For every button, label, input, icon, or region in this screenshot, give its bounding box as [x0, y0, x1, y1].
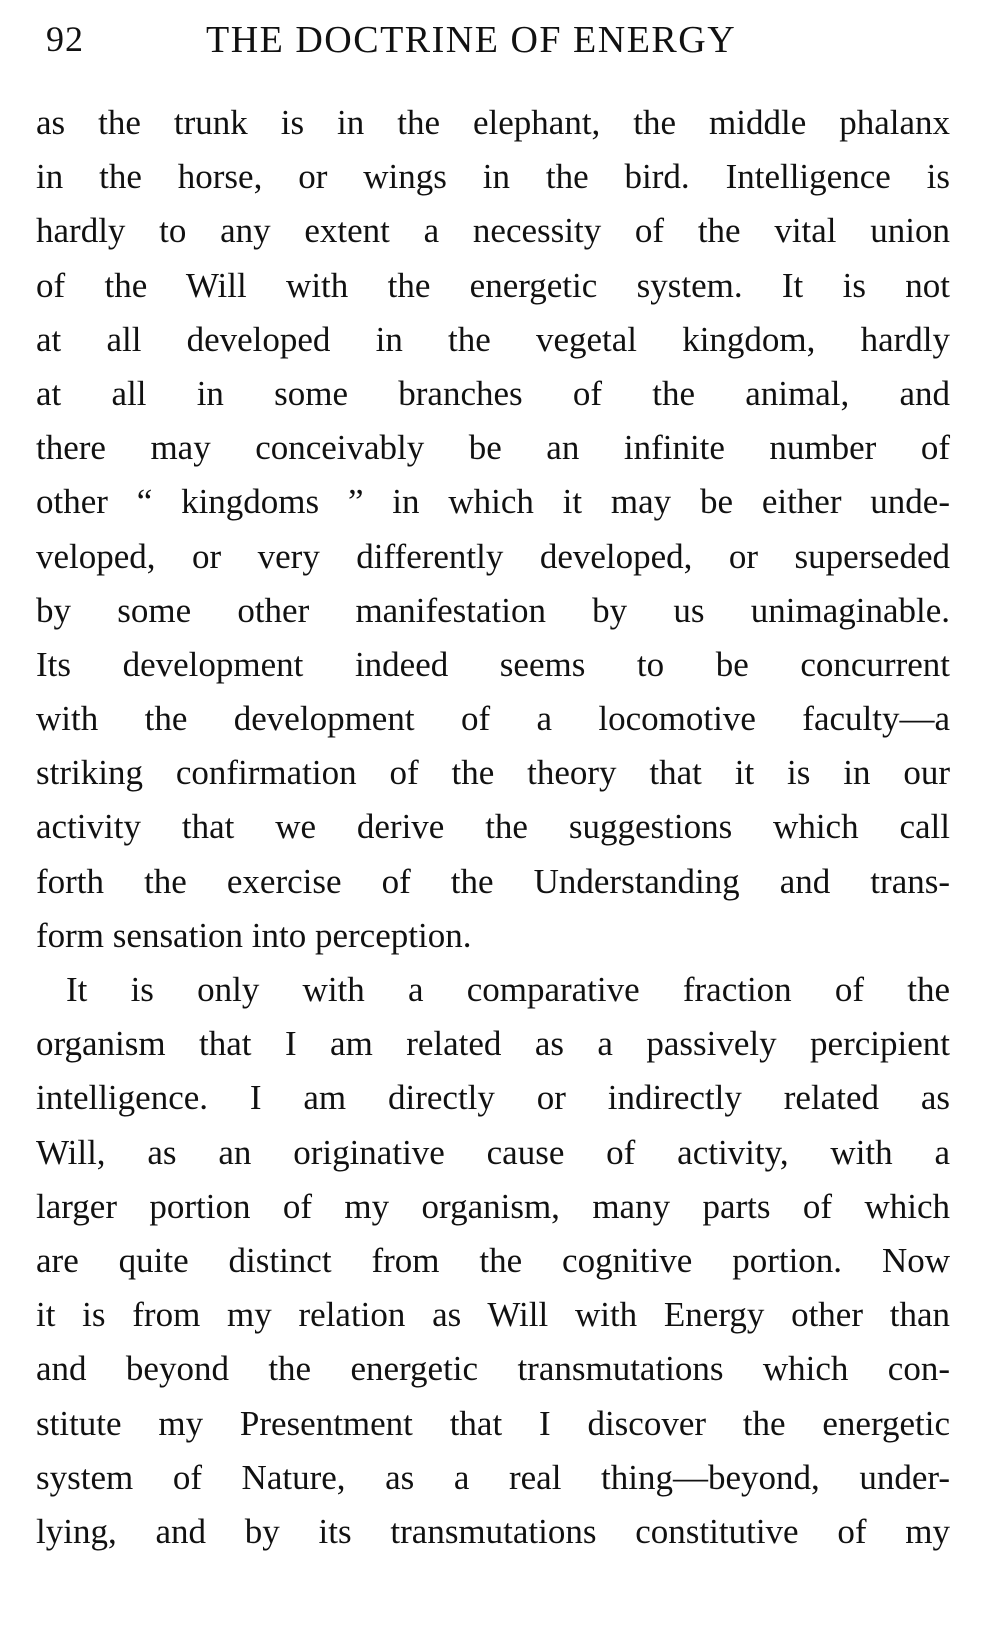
text-line: there may conceivably be an infinite number of [36, 428, 950, 468]
text-line: striking confirmation of the theory that it is in our [36, 753, 950, 793]
body-text [36, 96, 950, 1559]
paragraph [36, 96, 950, 963]
text-line: It is only with a comparative fraction of the [66, 970, 950, 1009]
text-line: of the Will with the energetic system. It is not [36, 265, 950, 305]
text-line: Its development indeed seems to be concurrent [36, 644, 950, 684]
paragraph [36, 963, 950, 1559]
text-line: organism that I am related as a passively percipient [36, 1024, 950, 1064]
text-line: as the trunk is in the elephant, the middle phalanx [36, 103, 950, 142]
text-line: and beyond the energetic transmutations which con- [36, 1349, 950, 1389]
running-title: THE DOCTRINE OF ENERGY [206, 19, 737, 61]
page-number: 92 [46, 19, 84, 59]
text-line: larger portion of my organism, many parts of which [36, 1186, 950, 1226]
text-line: by some other manifestation by us unimaginable. [36, 590, 950, 630]
text-line: form sensation into perception. [36, 915, 472, 955]
text-line: system of Nature, as a real thing—beyond, under- [36, 1457, 950, 1497]
text-line: lying, and by its transmutations constitutive of my [36, 1511, 950, 1551]
text-line: forth the exercise of the Understanding and trans- [36, 861, 950, 901]
page-header [46, 18, 946, 68]
text-line: Will, as an originative cause of activity, with a [36, 1132, 950, 1172]
text-line: hardly to any extent a necessity of the vital union [36, 211, 950, 251]
text-line: it is from my relation as Will with Energy other than [36, 1295, 950, 1335]
text-line: stitute my Presentment that I discover the energetic [36, 1403, 950, 1443]
text-line: other “ kingdoms ” in which it may be either unde- [36, 482, 950, 522]
text-line: veloped, or very differently developed, or superseded [36, 536, 950, 576]
text-line: are quite distinct from the cognitive portion. Now [36, 1240, 950, 1280]
text-line: intelligence. I am directly or indirectly related as [36, 1078, 950, 1118]
text-line: at all developed in the vegetal kingdom, hardly [36, 319, 950, 359]
text-line: in the horse, or wings in the bird. Intelligence is [36, 157, 950, 197]
text-line: activity that we derive the suggestions which call [36, 807, 950, 847]
text-line: with the development of a locomotive faculty—a [36, 699, 950, 739]
text-line: at all in some branches of the animal, and [36, 373, 950, 413]
